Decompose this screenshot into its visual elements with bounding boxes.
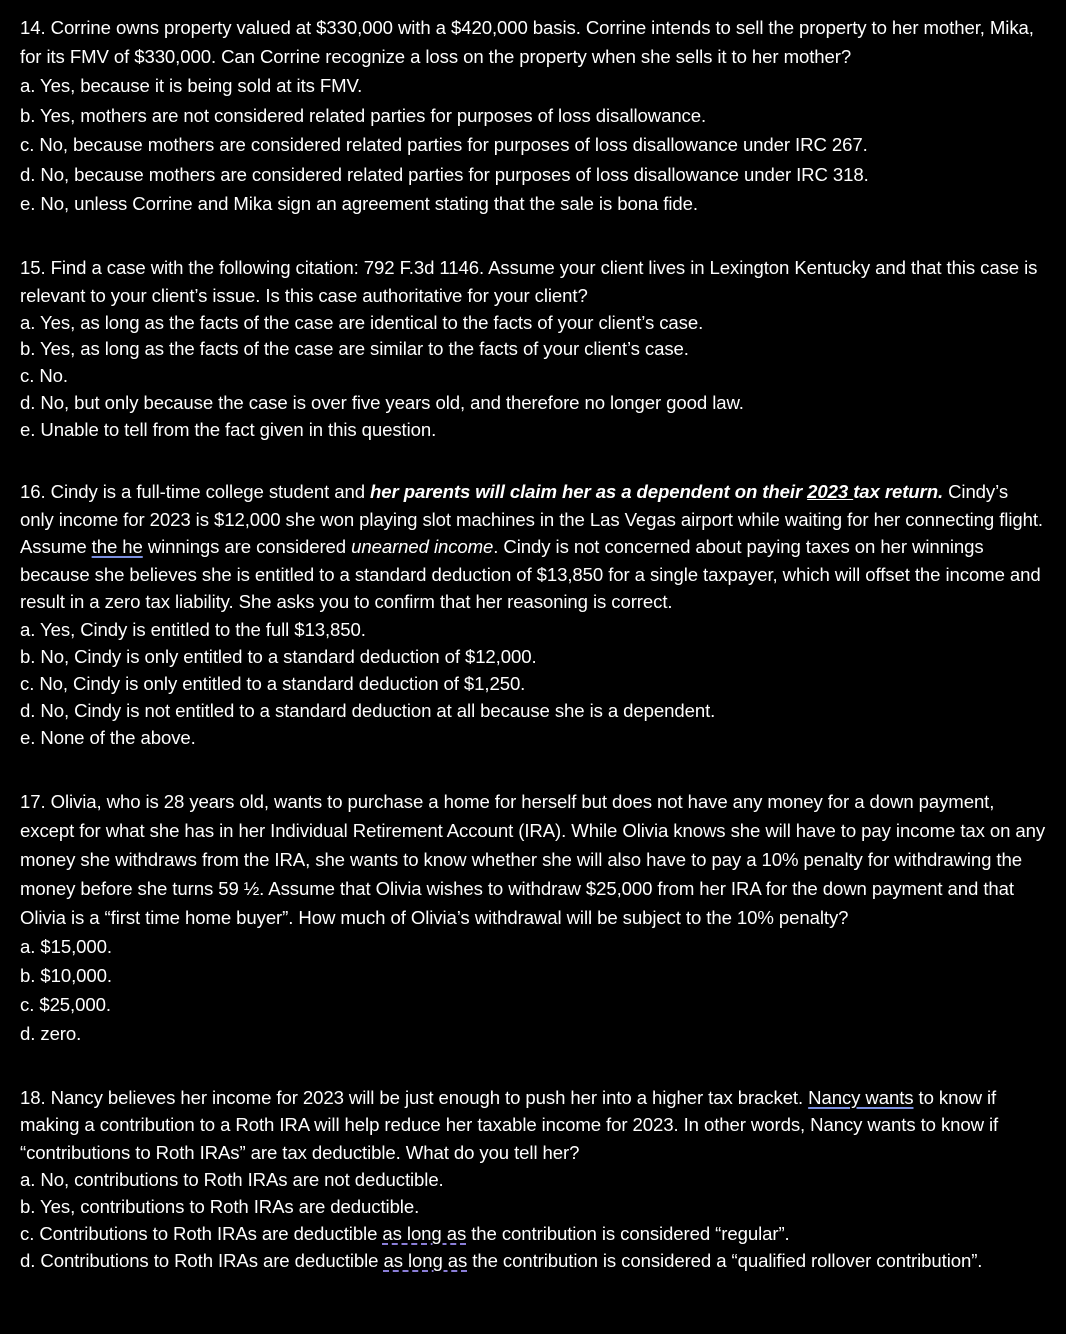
question-18-option-d-text: d. Contributions to Roth IRAs are deductible xyxy=(20,1250,384,1272)
question-17-option-d: d. zero. xyxy=(20,1022,82,1044)
question-16-italic-term: unearned income xyxy=(351,536,494,558)
question-16-emphasis-end: tax return. xyxy=(853,481,944,503)
question-15-option-e: e. Unable to tell from the fact given in this question. xyxy=(20,418,437,440)
question-18-stem-text: 18. Nancy believes her income for 2023 will be just enough to push her into a higher tax bracket. xyxy=(20,1086,809,1108)
question-18-stem xyxy=(20,1084,1046,1167)
question-16-stem-text-3: winnings are considered xyxy=(142,536,352,558)
question-17-option-c: c. $25,000. xyxy=(20,993,111,1015)
question-18-option-d xyxy=(20,1247,1046,1274)
question-16-option-c: c. No, Cindy is only entitled to a standard deduction of $1,250. xyxy=(20,672,526,694)
question-15-option-c: c. No. xyxy=(20,365,68,387)
question-16-option-a: a. Yes, Cindy is entitled to the full $13,850. xyxy=(20,618,366,640)
question-16-grammar-flag[interactable]: the he xyxy=(91,536,143,558)
question-15-option-d: d. No, but only because the case is over five years old, and therefore no longer good law. xyxy=(20,391,744,413)
question-16-emphasis-year: 2023 xyxy=(807,481,854,503)
question-15-option-b: b. Yes, as long as the facts of the case are similar to the facts of your client’s case. xyxy=(20,338,689,360)
question-14-option-c: c. No, because mothers are considered related parties for purposes of loss disallowance under IRC 267. xyxy=(20,134,868,155)
question-17-option-a: a. $15,000. xyxy=(20,935,112,957)
question-16-emphasis: her parents will claim her as a dependent on their xyxy=(370,481,808,503)
question-14-option-b: b. Yes, mothers are not considered related parties for purposes of loss disallowance. xyxy=(20,104,707,126)
question-16-stem-text-4: . Cindy is not concerned about paying taxes on her winnings because she believes she is entitled to a standard deduction of $13,850 for a single taxpayer, which will offset the income and result in a zero tax liability. She asks you to confirm that her reasoning is correct. xyxy=(20,536,1041,613)
question-18-option-d-style-flag[interactable]: as long as xyxy=(383,1250,468,1272)
question-18-stem-text-2: to know if making a contribution to a Roth IRA will help reduce her taxable income for 2023. In other words, Nancy wants to know if “contributions to Roth IRAs” are tax deductible. What do you tell her? xyxy=(20,1086,999,1163)
question-14-option-d: d. No, because mothers are considered related parties for purposes of loss disallowance under IRC 318. xyxy=(20,163,869,185)
question-14 xyxy=(20,14,1046,219)
question-18-option-b: b. Yes, contributions to Roth IRAs are deductible. xyxy=(20,1196,420,1218)
question-14-option-e: e. No, unless Corrine and Mika sign an agreement stating that the sale is bona fide. xyxy=(20,193,698,214)
question-15 xyxy=(20,254,1046,444)
question-18-option-c-text: c. Contributions to Roth IRAs are deductible xyxy=(20,1223,383,1245)
question-16-option-b: b. No, Cindy is only entitled to a standard deduction of $12,000. xyxy=(20,645,537,667)
question-18-option-c-style-flag[interactable]: as long as xyxy=(382,1223,467,1245)
question-15-option-a: a. Yes, as long as the facts of the case are identical to the facts of your client’s case. xyxy=(20,311,704,333)
question-16 xyxy=(20,478,1046,751)
question-16-option-e: e. None of the above. xyxy=(20,726,196,748)
question-18-option-d-text-2: the contribution is considered a “qualified rollover contribution”. xyxy=(467,1250,983,1272)
question-16-option-d: d. No, Cindy is not entitled to a standard deduction at all because she is a dependent. xyxy=(20,699,716,721)
question-14-option-a: a. Yes, because it is being sold at its FMV. xyxy=(20,75,363,96)
question-15-stem: 15. Find a case with the following citation: 792 F.3d 1146. Assume your client lives in Lexington Kentucky and that this case is relevant to your client’s issue. Is this case authoritative for your client? xyxy=(20,256,1038,306)
question-16-stem xyxy=(20,478,1046,616)
question-17-option-b: b. $10,000. xyxy=(20,964,112,986)
question-16-stem-text: 16. Cindy is a full-time college student and xyxy=(20,481,371,503)
question-18-option-c xyxy=(20,1220,1046,1247)
question-16-stem-text-2: Cindy’s only income for 2023 is $12,000 she won playing slot machines in the Las Vegas airport while waiting for her connecting flight. Assume xyxy=(20,481,1043,558)
question-18-option-a: a. No, contributions to Roth IRAs are not deductible. xyxy=(20,1169,444,1191)
question-17 xyxy=(20,787,1046,1048)
question-18-grammar-flag[interactable]: Nancy wants xyxy=(808,1086,914,1108)
question-18 xyxy=(20,1084,1046,1275)
question-14-stem: 14. Corrine owns property valued at $330,000 with a $420,000 basis. Corrine intends to sell the property to her mother, Mika, for its FMV of $330,000. Can Corrine recognize a loss on the property when she sells it to her mother? xyxy=(20,17,1034,67)
question-18-option-c-text-2: the contribution is considered “regular”. xyxy=(466,1223,790,1245)
question-17-stem: 17. Olivia, who is 28 years old, wants to purchase a home for herself but does not have any money for a down payment, except for what she has in her Individual Retirement Account (IRA). While Olivia knows she will have to pay income tax on any money she withdraws from the IRA, she wants to know whether she will also have to pay a 10% penalty for withdrawing the money before she turns 59 ½. Assume that Olivia wishes to withdraw $25,000 from her IRA for the down payment and that Olivia is a “first time home buyer”. How much of Olivia’s withdrawal will be subject to the 10% penalty? xyxy=(20,790,1046,928)
